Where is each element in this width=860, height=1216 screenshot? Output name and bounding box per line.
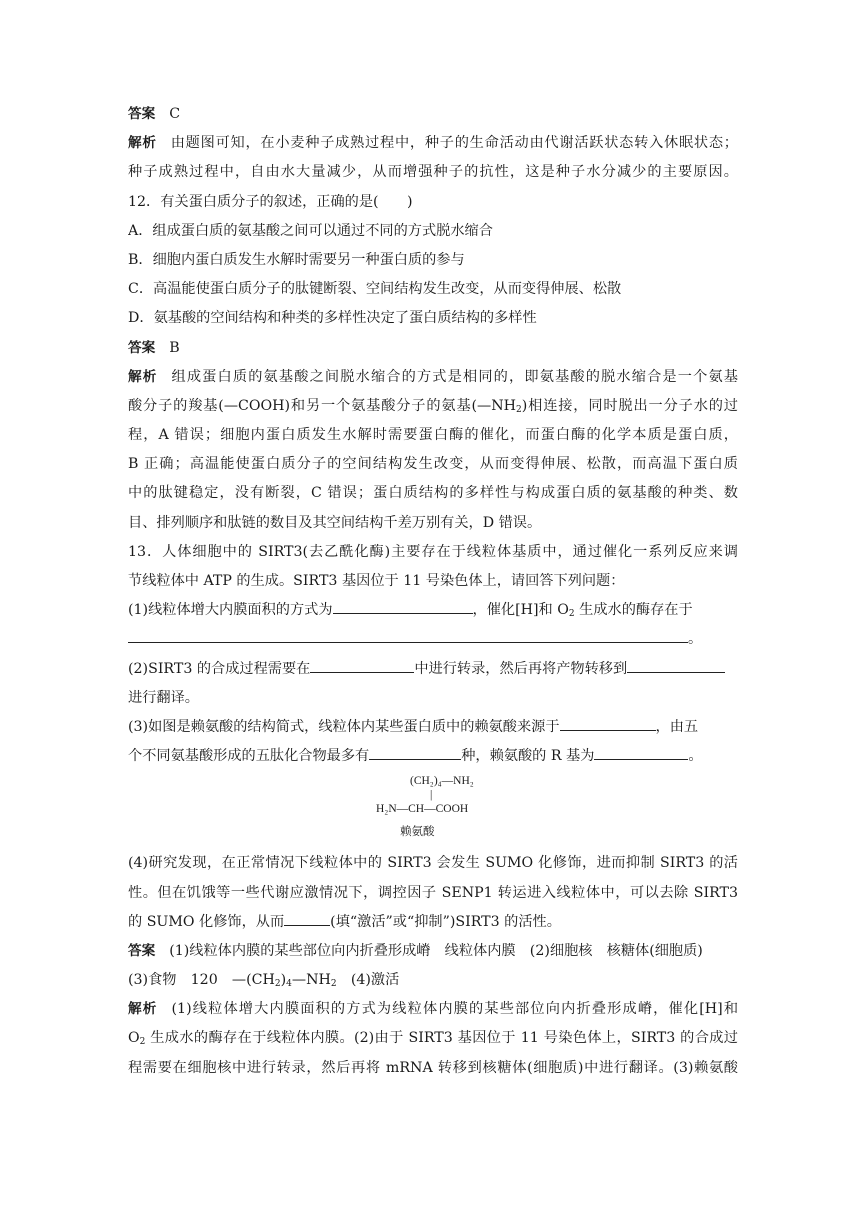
lysine-caption: 赖氨酸 [400,826,435,839]
lysine-structure-figure [128,775,738,843]
analysis-12-line-5: 中的肽键稳定，没有断裂，C 错误；蛋白质结构的多样性与构成蛋白质的氨基酸的种类、数 [128,485,738,502]
answer-value: C [169,106,181,122]
answer-blank-7[interactable] [594,743,688,760]
question-12-stem: 12．有关蛋白质分子的叙述，正确的是( ) [128,193,413,210]
analysis-12-line-4: B 正确；高温能使蛋白质分子的空间结构发生改变，从而变得伸展、松散，而高温下蛋白质 [128,456,738,473]
analysis-13-line-1: 解析 (1)线粒体增大内膜面积的方式为线粒体内膜的某些部位向内折叠形成嵴，催化[H]和 [128,1001,738,1018]
answer-12 [128,334,738,363]
answer-blank-4[interactable] [627,656,725,673]
lysine-backbone: H₂N—CH—COOH [376,803,469,816]
question-13-part-1-cont: 。 [128,625,738,654]
analysis-13-line-3: 程需要在细胞核中进行转录，然后再将 mRNA 转移到核糖体(细胞质)中进行翻译。(3)赖氨酸 [128,1059,738,1076]
answer-13-line-1: 答案 (1)线粒体内膜的某些部位向内折叠形成嵴 线粒体内膜 (2)细胞核 核糖体(细胞质) [128,942,703,959]
answer-blank-6[interactable] [369,743,461,760]
analysis-label: 解析 [128,1001,158,1018]
document-page [128,100,738,1083]
analysis-11-line-2: 种子成熟过程中，自由水大量减少，从而增强种子的抗性，这是种子水分减少的主要原因。 [128,164,738,181]
answer-label: 答案 [128,339,156,356]
analysis-12-line-3: 程，A 错误；细胞内蛋白质发生水解时需要蛋白酶的催化，而蛋白酶的化学本质是蛋白质， [128,427,738,444]
analysis-label: 解析 [128,368,158,385]
answer-blank-5[interactable] [560,714,656,731]
answer-11 [128,100,738,129]
answer-13-line-2: (3)食物 120 $—(CH_2)_4—NH_2$ (4)激活 [128,972,400,990]
answer-label: 答案 [128,106,156,122]
answer-value: B [169,339,180,356]
question-12-option-b: B．细胞内蛋白质发生水解时需要另一种蛋白质的参与 [128,251,465,268]
question-13-part-4-line-3: 的 SUMO 化修饰，从而 (填“激活”或“抑制”)SIRT3 的活性。 [128,908,738,937]
analysis-12-line-1: 解析 组成蛋白质的氨基酸之间脱水缩合的方式是相同的，即氨基酸的脱水缩合是一个氨基 [128,368,738,385]
question-12-option-a: A．组成蛋白质的氨基酸之间可以通过不同的方式脱水缩合 [128,222,493,239]
analysis-13-line-2: $O_2$ 生成水的酶存在于线粒体内膜。(2)由于 SIRT3 基因位于 11 号染色体上，SIRT3 的合成过 [128,1030,738,1048]
question-12-option-c: C．高温能使蛋白质分子的肽键断裂、空间结构发生改变，从而变得伸展、松散 [128,281,622,298]
question-13-part-1: (1)线粒体增大内膜面积的方式为 ，催化[H]和 $O_2$ 生成水的酶存在于 [128,596,738,625]
question-13-stem-2: 节线粒体中 ATP 的生成。SIRT3 基因位于 11 号染色体上，请回答下列问题： [128,573,625,589]
answer-blank-3[interactable] [310,656,414,673]
question-13-part-3: (3)如图是赖氨酸的结构简式，线粒体内某些蛋白质中的赖氨酸来源于 ，由五 [128,713,738,742]
question-13-stem-1: 13．人体细胞中的 SIRT3(去乙酰化酶)主要存在于线粒体基质中，通过催化一系列反应来调 [128,543,738,560]
answer-blank-2[interactable] [128,626,688,643]
question-13-part-4-line-1: (4)研究发现，在正常情况下线粒体中的 SIRT3 会发生 SUMO 化修饰，进而抑制 SIRT3 的活 [128,855,738,872]
analysis-12-line-2: 酸分子的羧基(—COOH)和另一个氨基酸分子的氨基$(—NH_2)$相连接，同时脱出一分子水的过 [128,397,738,415]
question-13-part-2-cont: 进行翻译。 [128,689,199,706]
analysis-12-line-6: 目、排列顺序和肽链的数目及其空间结构千差万别有关，D 错误。 [128,514,542,531]
answer-blank-8[interactable] [284,909,330,926]
analysis-label: 解析 [128,135,157,152]
answer-label: 答案 [128,942,156,959]
analysis-11-line-1: 解析 由题图可知，在小麦种子成熟过程中，种子的生命活动由代谢活跃状态转入休眠状态； [128,135,738,152]
lysine-bond: | [430,789,433,802]
question-13-part-4-line-2: 性。但在饥饿等一些代谢应激情况下，调控因子 SENP1 转运进入线粒体中，可以去除 SIRT3 [128,884,738,901]
question-13-part-2: (2)SIRT3 的合成过程需要在 中进行转录，然后再将产物转移到 [128,655,738,684]
question-13-part-3-cont: 个不同氨基酸形成的五肽化合物最多有 种，赖氨酸的 R 基为 。 [128,742,738,771]
question-12-option-d: D．氨基酸的空间结构和种类的多样性决定了蛋白质结构的多样性 [128,310,537,327]
lysine-side-chain: (CH₂)₄—NH₂ [410,775,474,788]
answer-blank-1[interactable] [333,597,473,614]
